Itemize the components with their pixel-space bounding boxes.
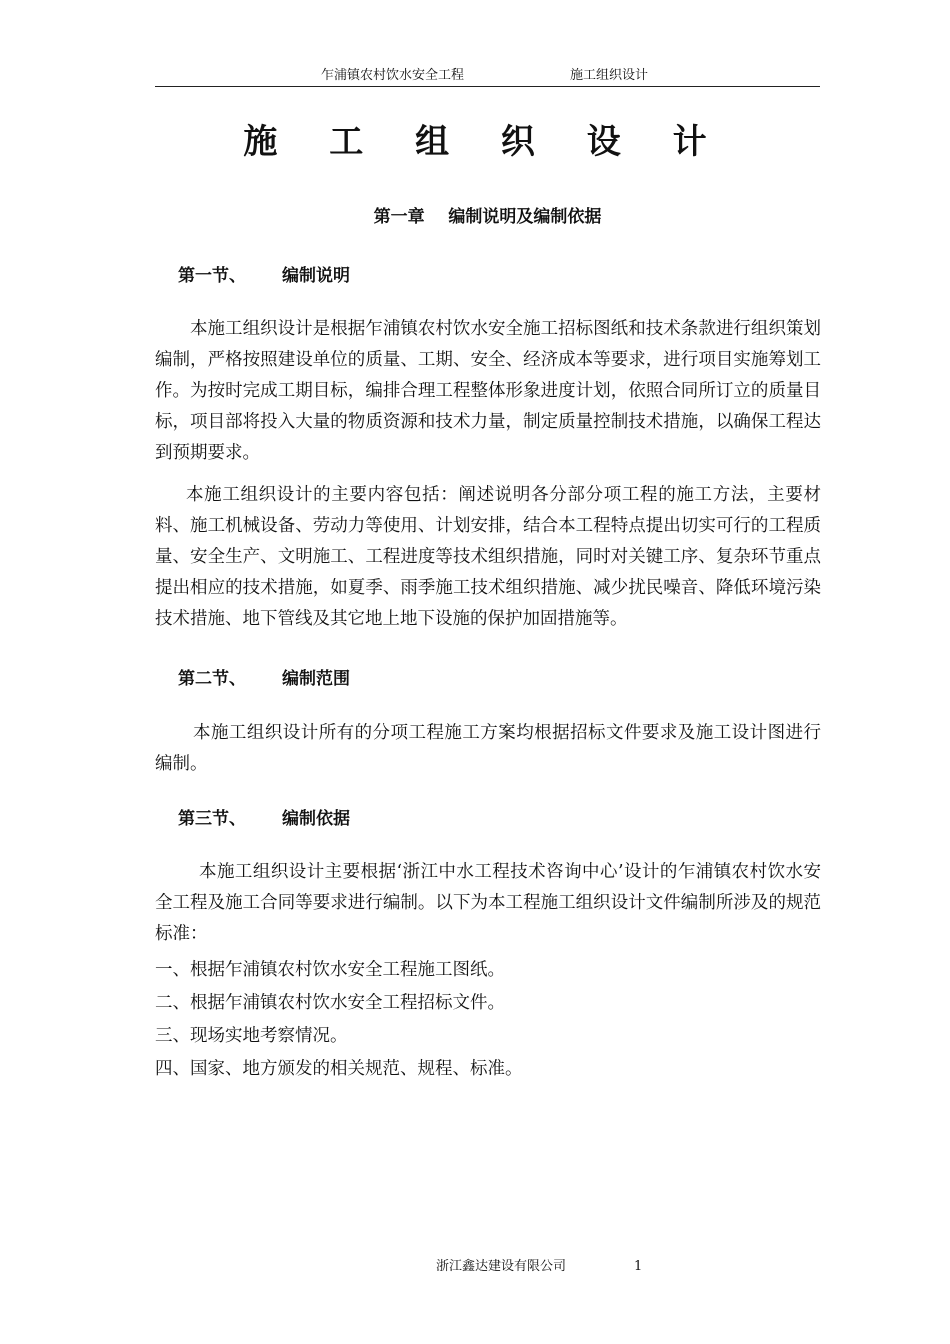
- page-number: 1: [634, 1259, 643, 1274]
- section-number: 第二节、: [178, 669, 246, 689]
- paragraph: 本施工组织设计所有的分项工程施工方案均根据招标文件要求及施工设计图进行编制。: [155, 723, 821, 774]
- section-title: 编制说明: [282, 266, 350, 286]
- list-item: 二、根据乍浦镇农村饮水安全工程招标文件。: [155, 993, 505, 1013]
- section-number: 第三节、: [178, 809, 246, 829]
- list-item: 一、根据乍浦镇农村饮水安全工程施工图纸。: [155, 960, 505, 980]
- section-title: 编制范围: [282, 669, 350, 689]
- document-title: 施 工 组 织 设 计: [243, 122, 727, 162]
- section-heading-1: [178, 264, 350, 288]
- section-heading-2: [178, 667, 350, 691]
- page-header: [155, 66, 820, 87]
- list-item: 四、国家、地方颁发的相关规范、规程、标准。: [155, 1059, 523, 1079]
- section-number: 第一节、: [178, 266, 246, 286]
- section-title: 编制依据: [282, 809, 350, 829]
- header-doc-type: 施工组织设计: [570, 68, 649, 83]
- paragraph: 本施工组织设计是根据乍浦镇农村饮水安全施工招标图纸和技术条款进行组织策划编制，严格按照建设单位的质量、工期、安全、经济成本等要求，进行项目实施筹划工作。为按时完成工期目标，编排合理工程整体形象进度计划，依照合同所订立的质量目标，项目部将投入大量的物质资源和技术力量，制定质量控制技术措施，以确保工程达到预期要求。: [155, 319, 821, 463]
- footer-company: 浙江鑫达建设有限公司: [436, 1259, 567, 1274]
- paragraph: 本施工组织设计主要根据‘浙江中水工程技术咨询中心’设计的乍浦镇农村饮水安全工程及施工合同等要求进行编制。以下为本工程施工组织设计文件编制所涉及的规范标准：: [155, 862, 821, 944]
- list-item: 三、现场实地考察情况。: [155, 1026, 348, 1046]
- section-heading-3: [178, 807, 350, 831]
- header-project-name: 乍浦镇农村饮水安全工程: [321, 68, 465, 83]
- chapter-title: 第一章 编制说明及编制依据: [373, 207, 602, 227]
- paragraph: 本施工组织设计的主要内容包括：阐述说明各分部分项工程的施工方法，主要材料、施工机械设备、劳动力等使用、计划安排，结合本工程特点提出切实可行的工程质量、安全生产、文明施工、工程进度等技术组织措施，同时对关键工序、复杂环节重点提出相应的技术措施，如夏季、雨季施工技术组织措施、减少扰民噪音、降低环境污染技术措施、地下管线及其它地上地下设施的保护加固措施等。: [155, 485, 821, 629]
